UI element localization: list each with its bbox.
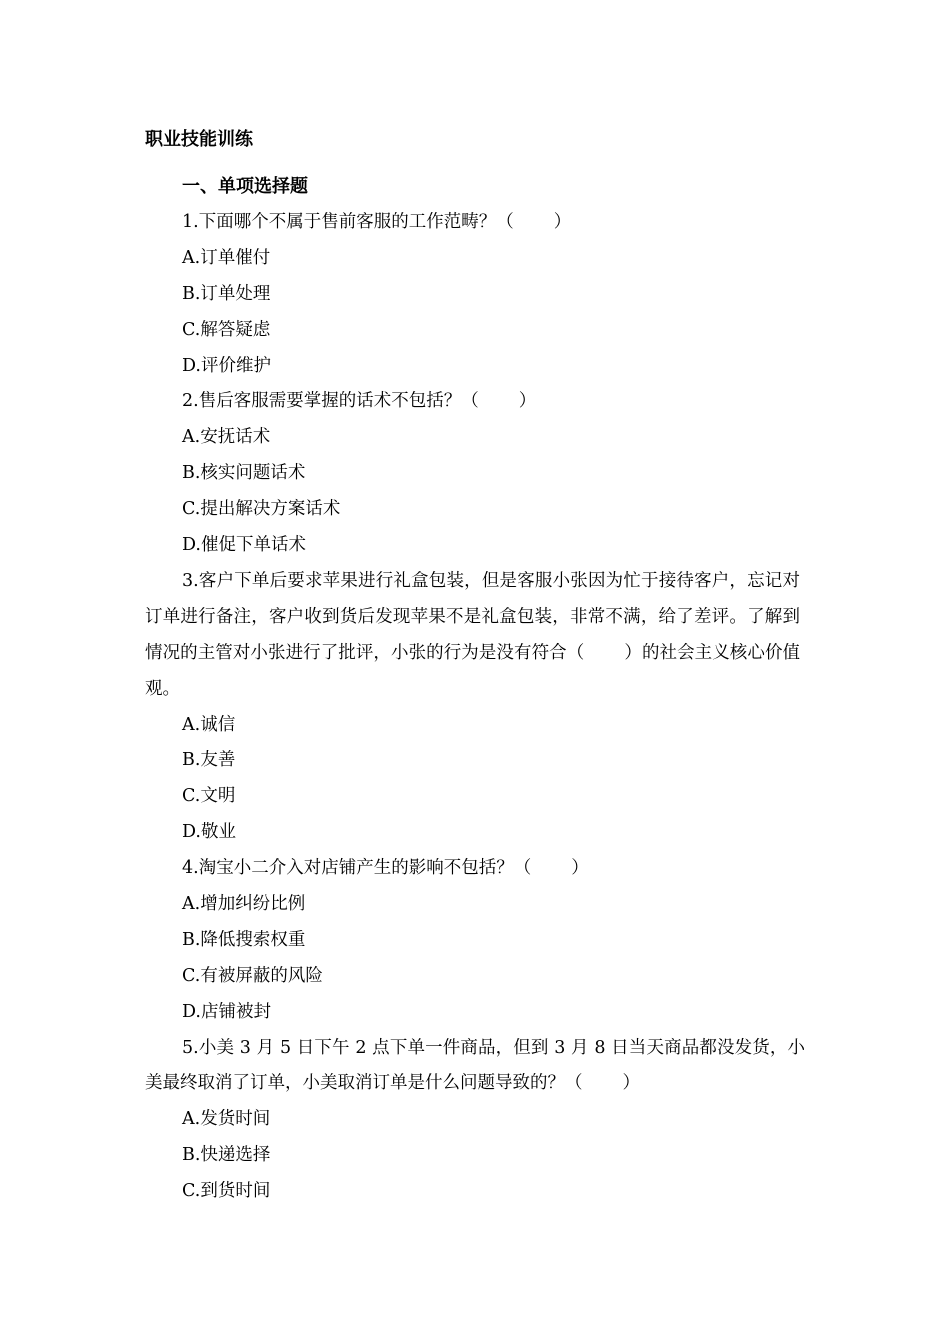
question-5-stem: 5.小美 3 月 5 日下午 2 点下单一件商品，但到 3 月 8 日当天商品都没发货，小美最终取消了订单，小美取消订单是什么问题导致的？（ ） [145, 1037, 805, 1094]
question-3-option-a: A.诚信 [182, 714, 236, 735]
question-2-option-b: B.核实问题话术 [182, 463, 306, 484]
question-4-option-d: D.店铺被封 [182, 1001, 271, 1022]
question-1-option-c: C.解答疑虑 [182, 319, 271, 340]
question-2-option-a: A.安抚话术 [182, 427, 271, 448]
question-1-option-d: D.评价维护 [182, 355, 271, 376]
question-3-option-b: B.友善 [182, 750, 236, 771]
question-3-option-c: C.文明 [182, 786, 236, 807]
question-2-option-d: D.催促下单话术 [182, 535, 306, 556]
question-5-option-c: C.到货时间 [182, 1181, 271, 1202]
question-1-option-a: A.订单催付 [182, 247, 271, 268]
question-list [145, 205, 815, 1210]
question-2-option-c: C.提出解决方案话术 [182, 499, 341, 520]
question-4-option-a: A.增加纠纷比例 [182, 893, 306, 914]
question-3-option-d: D.敬业 [182, 822, 236, 843]
question-1-stem: 1.下面哪个不属于售前客服的工作范畴？（ ） [182, 212, 572, 232]
question-5-option-a: A.发货时间 [182, 1109, 271, 1130]
question-4-option-b: B.降低搜索权重 [182, 929, 306, 950]
question-4-option-c: C.有被屏蔽的风险 [182, 965, 323, 986]
question-4-stem: 4.淘宝小二介入对店铺产生的影响不包括？（ ） [182, 858, 589, 879]
question-2-stem: 2.售后客服需要掌握的话术不包括？（ ） [182, 391, 537, 412]
question-3-stem: 3.客户下单后要求苹果进行礼盒包装，但是客服小张因为忙于接待客户，忘记对订单进行备注，客户收到货后发现苹果不是礼盒包装，非常不满，给了差评。了解到情况的主管对小张进行了批评，小张的行为是没有符合（ ）的社会主义核心价值观。 [145, 570, 801, 699]
question-1-option-b: B.订单处理 [182, 283, 271, 304]
document-title: 职业技能训练 [145, 129, 253, 150]
section-title: 一、单项选择题 [182, 176, 308, 197]
question-5-option-b: B.快递选择 [182, 1145, 271, 1166]
